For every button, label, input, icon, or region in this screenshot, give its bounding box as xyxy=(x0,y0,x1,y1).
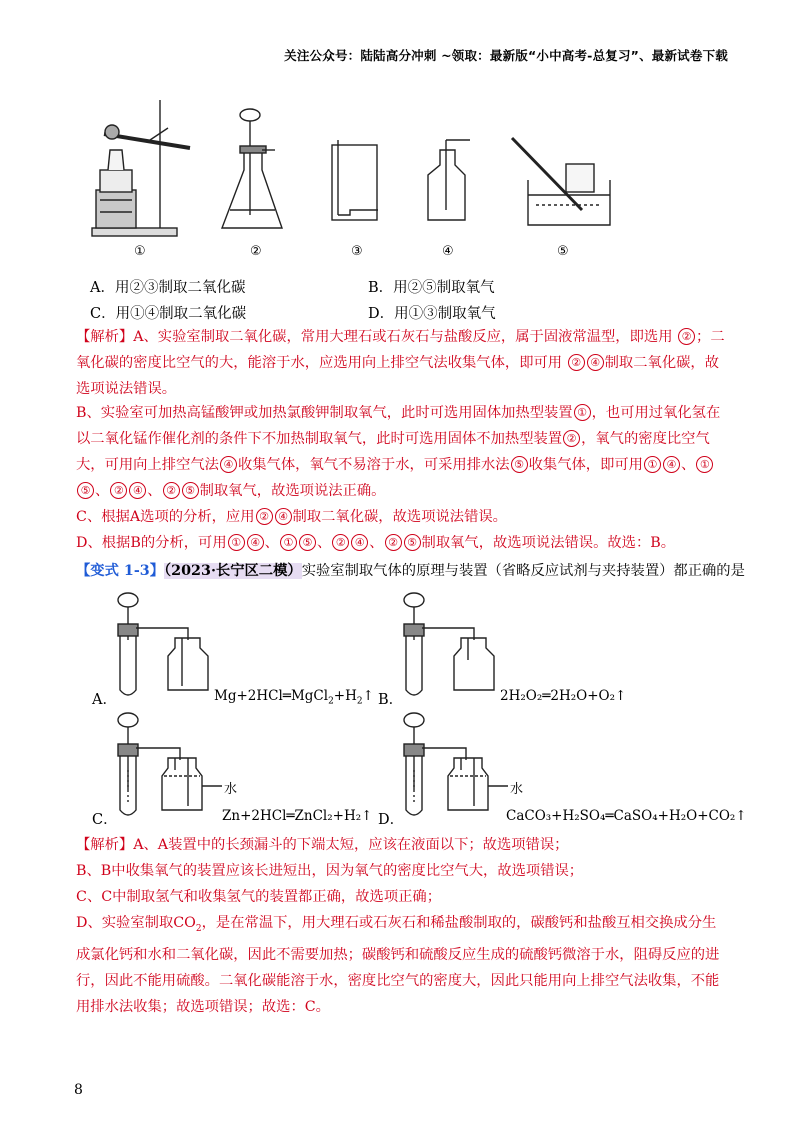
analysis-2-d: D、实验室制取$CO_2$，是在常温下，用大理石或石灰石和稀盐酸制取的，碳酸钙和盐酸互相交换成分生成氯化钙和水和二氧化碳，因此不需要加热；碳酸钙和硫酸反应生成的硫酸钙微溶于水，阻碍反应的进行，因此不能用硫酸。二氧化碳能溶于水，密度比空气的密度大，因此只能用向上排空气法收集，不能用排水法收集；故选项错误；故选：C。 xyxy=(76,915,720,1015)
apparatus-a xyxy=(118,593,208,695)
water-label-c: 水 xyxy=(224,782,238,797)
apparatus-label-1: ① xyxy=(134,244,146,259)
apparatus-d xyxy=(404,713,508,815)
option-b: B．用②⑤制取氧气 xyxy=(368,280,495,296)
analysis-1-a: 【解析】A、实验室制取二氧化碳，常用大理石或石灰石与盐酸反应，属于固液常温型，即选用 ② ；二氧化碳的密度比空气的大，能溶于水，应选用向上排空气法收集气体，即可用 ② ④ 制取二氧化碳，故选项说法错误。 xyxy=(76,329,725,397)
option-d: D．用①③制取氧气 xyxy=(368,306,496,322)
analysis-1-c: C、根据A选项的分析，应用 ② ④ 制取二氧化碳，故选项说法错误。 xyxy=(76,509,507,525)
page-header: 关注公众号：陆陆高分冲刺 ~领取：最新版“小中高考-总复习”、最新试卷下载 xyxy=(284,48,728,63)
variant-source: （2023·长宁区二模） xyxy=(164,563,302,579)
analysis-label: 【解析】 xyxy=(76,329,134,345)
option-d-equation: CaCO₃+H₂SO₄═CaSO₄+H₂O+CO₂↑ xyxy=(506,808,747,824)
variant-tag: 【变式 1-3】 xyxy=(76,563,164,579)
option-c-letter: C． xyxy=(92,812,118,828)
option-c-equation: Zn+2HCl═ZnCl₂+H₂↑ xyxy=(222,808,373,824)
option-d-letter: D． xyxy=(378,812,405,828)
option-a: A．用②③制取二氧化碳 xyxy=(90,280,246,296)
apparatus-label-5: ⑤ xyxy=(557,244,569,259)
analysis-1-b: B、实验室可加热高锰酸钾或加热氯酸钾制取氧气，此时可选用固体加热型装置 ① ，也可用过氧化氢在以二氧化锰作催化剂的条件下不加热制取氧气，此时可选用固体不加热型装置 ② ，氧气的密度比空气大，可用向上排空气法 ④ 收集气体，氧气不易溶于水，可采用排水法 ⑤ 收集气体，即可用 ① ④ 、 ①⑤ 、 ② ④ 、 ② ⑤ 制取氧气，故选项说法正确。 xyxy=(76,405,721,499)
water-label-d: 水 xyxy=(510,782,524,797)
analysis-1-d: D、根据B的分析，可用 ① ④ 、 ① ⑤ 、 ② ④ 、 ② ⑤ 制取氧气，故选项说法错误。故选：B。 xyxy=(76,535,676,551)
page-number: 8 xyxy=(74,1082,83,1098)
apparatus-b xyxy=(404,593,494,695)
analysis-2-b: B、B中收集氧气的装置应该长进短出，因为氧气的密度比空气大，故选项错误； xyxy=(76,863,584,879)
option-c: C．用①④制取二氧化碳 xyxy=(90,306,247,322)
apparatus-label-3: ③ xyxy=(351,244,363,259)
apparatus-label-4: ④ xyxy=(442,244,454,259)
option-a-letter: A． xyxy=(92,692,117,708)
variant-stem: 实验室制取气体的原理与装置（省略反应试剂与夹持装置）都正确的是 xyxy=(301,563,745,579)
option-b-equation: 2H₂O₂═2H₂O+O₂↑ xyxy=(500,688,627,704)
option-b-letter: B． xyxy=(378,692,404,708)
apparatus-c xyxy=(118,713,222,815)
apparatus-label-2: ② xyxy=(250,244,262,259)
option-a-equation: $Mg+2HCl═MgCl_2+H_2↑$ xyxy=(214,688,374,707)
analysis-2-a: 【解析】A、A装置中的长颈漏斗的下端太短，应该在液面以下；故选项错误； xyxy=(76,837,569,853)
analysis-2-c: C、C中制取氢气和收集氢气的装置都正确，故选项正确； xyxy=(76,889,442,905)
